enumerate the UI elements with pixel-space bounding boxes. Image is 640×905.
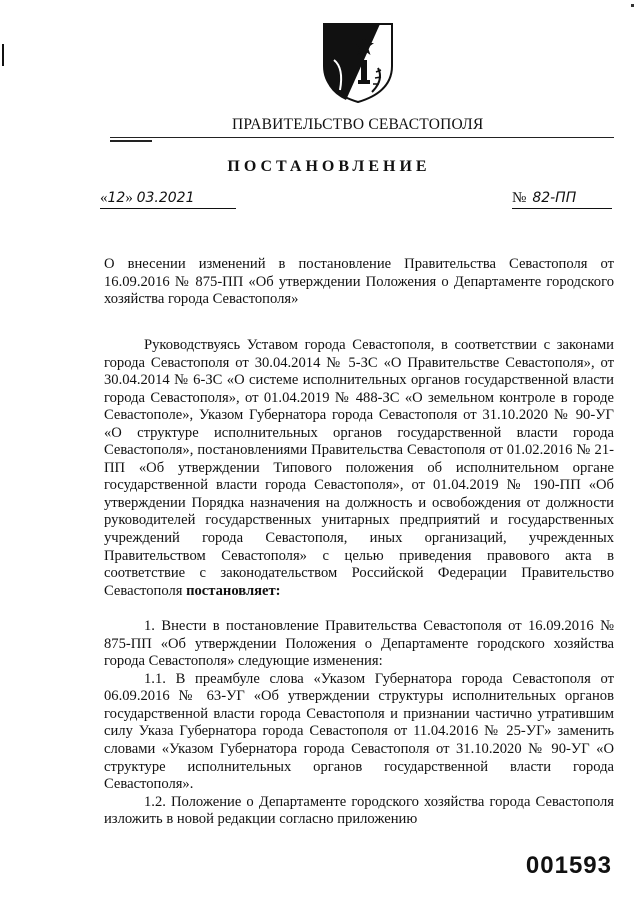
organization-name: ПРАВИТЕЛЬСТВО СЕВАСТОПОЛЯ [232,116,484,133]
header-rule [110,137,614,138]
preamble-paragraph [104,337,614,600]
form-serial-number: 001593 [525,852,612,879]
document-number: 82-ПП [532,190,577,206]
date-close-quote: » [125,190,133,206]
date-month-year: 03.2021 [136,190,195,206]
sevastopol-coat-of-arms-emblem [320,20,396,104]
document-type-heading: ПОСТАНОВЛЕНИЕ [227,158,431,175]
preamble-resolves: постановляет: [186,582,281,599]
header-rule-short [110,140,152,142]
date-day: 12 [107,190,126,206]
item-1-paragraph: 1. Внести в постановление Правительства Севастополя от 16.09.2016 № 875-ПП «Об утверждении Положения о Департаменте городского хозяйства города Севастополя» следующие изменения: [104,618,614,670]
preamble-text: Руководствуясь Уставом города Севастополя, в соответствии с законами города Севастополя от 30.04.2014 № 5-ЗС «О Правительстве Севастополя», от 30.04.2014 № 6-ЗС «О системе исполнительных органов государственной власти города Севастополя», от 01.04.2019 № 488-ЗС «О земельном контроле в городе Севастополе», Указом Губернатора города Севастополя от 31.10.2020 № 90-УГ «О структуре исполнительных органов государственной власти города Севастополя», постановлениями Правительства Севастополя от 01.02.2016 № 21-ПП «Об утверждении Типового положения об исполнительном органе государственной власти города Севастополя», от 01.04.2019 № 190-ПП «Об утверждении Порядка назначения на должность и освобождения от должности руководителей государственных унитарных предприятий и государственных учреждений города Севастополя, иных организаций, учрежденных Правительством Севастополя» с целью приведения правового акта в соответствие с законодательством Российской Федерации Правительство Севастополя [104,337,614,599]
document-body [104,337,614,829]
date-open-quote: « [100,190,108,206]
item-1-2-paragraph: 1.2. Положение о Департаменте городского хозяйства города Севастополя изложить в новой редакции согласно приложению [104,793,614,828]
number-sign: № [512,190,527,206]
scan-edge-mark [2,44,4,66]
document-number-field [512,190,612,209]
item-1-1-paragraph: 1.1. В преамбуле слова «Указом Губернатора города Севастополя от 06.09.2016 № 63-УГ «Об утверждении структуры исполнительных органов государственной власти города Севастополя и признании частично утратившим силу Указа Губернатора города Севастополя от 11.04.2016 № 25-УГ» заменить словами «Указом Губернатора города Севастополя от 31.10.2020 № 90-УГ «О структуре исполнительных органов государственной власти города Севастополя». [104,670,614,793]
scan-speck [631,4,634,7]
date-field [100,190,236,209]
document-subject: О внесении изменений в постановление Правительства Севастополя от 16.09.2016 № 875-ПП «Об утверждении Положения о Департаменте городского хозяйства города Севастополя» [104,256,614,308]
